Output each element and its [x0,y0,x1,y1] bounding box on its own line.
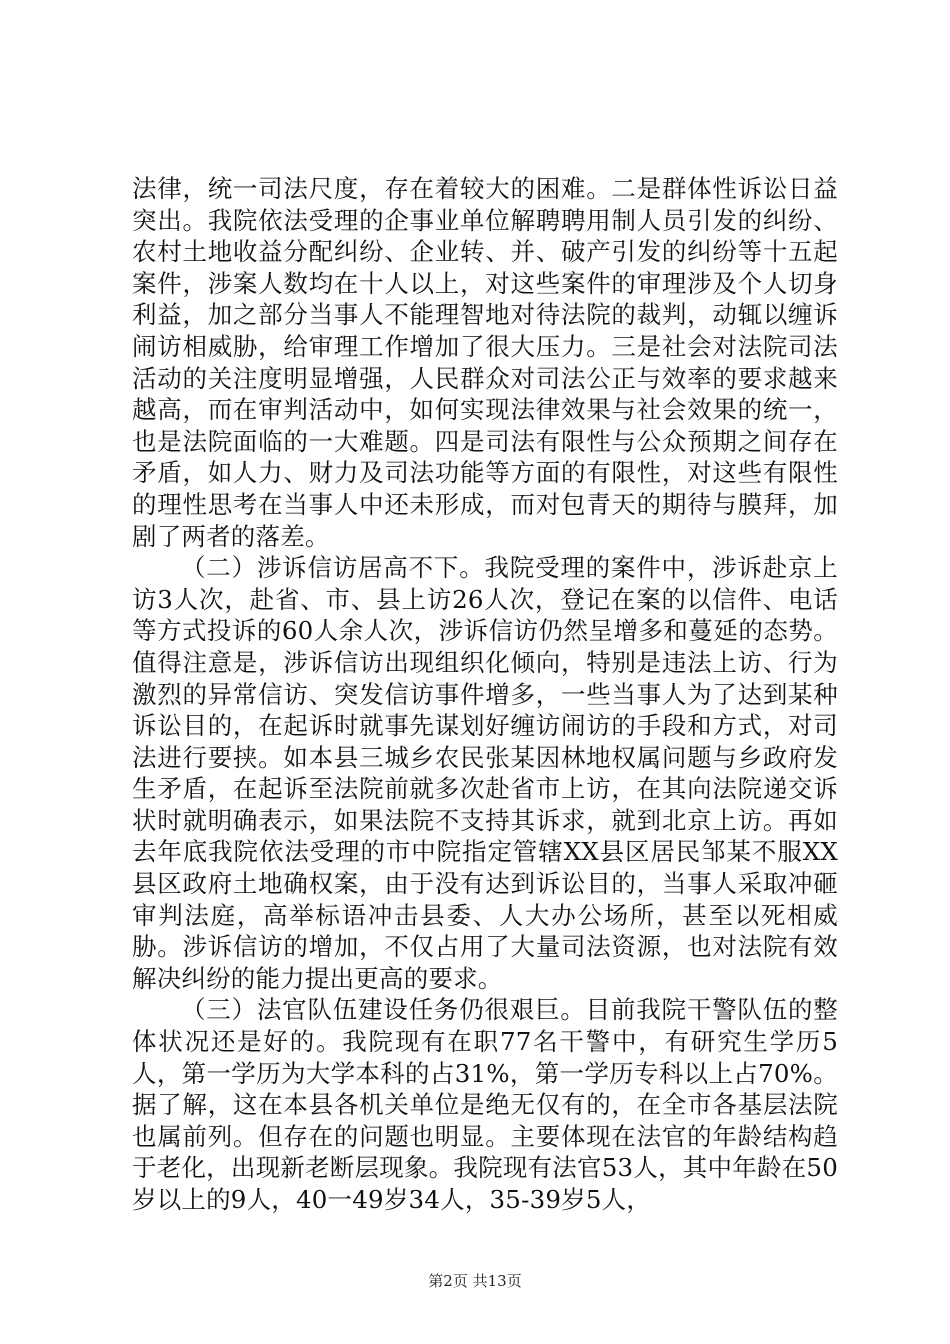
paragraph-continuation: 法律，统一司法尺度，存在着较大的困难。二是群体性诉讼日益突出。我院依法受理的企事业单位解聘聘用制人员引发的纠纷、农村土地收益分配纠纷、企业转、并、破产引发的纠纷等十五起案件，涉案人数均在十人以上，对这些案件的审理涉及个人切身利益，加之部分当事人不能理智地对待法院的裁判，动辄以缠诉闹访相威胁，给审理工作增加了很大压力。三是社会对法院司法活动的关注度明显增强，人民群众对司法公正与效率的要求越来越高，而在审判活动中，如何实现法律效果与社会效果的统一，也是法院面临的一大难题。四是司法有限性与公众预期之间存在矛盾，如人力、财力及司法功能等方面的有限性，对这些有限性的理性思考在当事人中还未形成，而对包青天的期待与膜拜，加剧了两者的落差。 [132,174,838,551]
page-number-footer: 第2页 共13页 [428,1272,522,1290]
paragraph-section-three: （三）法官队伍建设任务仍很艰巨。目前我院干警队伍的整体状况还是好的。我院现有在职77名干警中，有研究生学历5人，第一学历为大学本科的占31%，第一学历专科以上占70%。据了解，这在本县各机关单位是绝无仅有的，在全市各基层法院也属前列。但存在的问题也明显。主要体现在法官的年龄结构趋于老化，出现新老断层现象。我院现有法官53人，其中年龄在50岁以上的9人，40一49岁34人，35-39岁5人， [132,995,838,1214]
document-body [132,173,838,1216]
paragraph-section-two: （二）涉诉信访居高不下。我院受理的案件中，涉诉赴京上访3人次，赴省、市、县上访26人次，登记在案的以信件、电话等方式投诉的60人余人次，涉诉信访仍然呈增多和蔓延的态势。值得注意是，涉诉信访出现组织化倾向，特别是违法上访、行为激烈的异常信访、突发信访事件增多，一些当事人为了达到某种诉讼目的，在起诉时就事先谋划好缠访闹访的手段和方式，对司法进行要挟。如本县三城乡农民张某因林地权属问题与乡政府发生矛盾，在起诉至法院前就多次赴省市上访，在其向法院递交诉状时就明确表示，如果法院不支持其诉求，就到北京上访。再如去年底我院依法受理的市中院指定管辖XX县区居民邹某不服XX县区政府土地确权案，由于没有达到诉讼目的，当事人采取冲砸审判法庭，高举标语冲击县委、人大办公场所，甚至以死相威胁。涉诉信访的增加，不仅占用了大量司法资源，也对法院有效解决纠纷的能力提出更高的要求。 [132,553,838,993]
